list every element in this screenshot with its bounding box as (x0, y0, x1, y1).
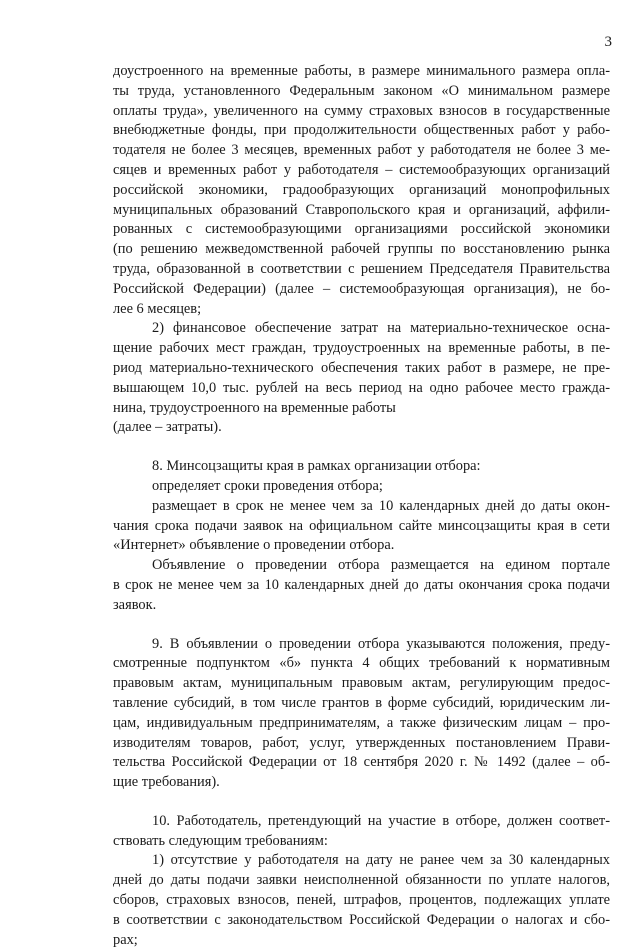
text-line: сяцев и временных работ у работодателя – системообразующих организаций (113, 161, 610, 178)
text-line: щение рабочих мест граждан, трудоустроенных на временные работы, в пе- (113, 340, 610, 357)
paragraph-portal-announcement (113, 556, 610, 615)
text-line: «Интернет» объявление о проведении отбора. (113, 537, 395, 554)
text-line: в срок не менее чем за 10 календарных дней до даты окончания срока подачи (113, 576, 610, 593)
text-line: (по решению межведомственной рабочей группы по восстановлению рынка (113, 241, 610, 258)
text-line: ствовать следующим требованиям: (113, 832, 328, 849)
paragraph-section-10 (113, 812, 610, 852)
paragraph-minimum-wage (113, 62, 610, 319)
text-line: 8. Минсоцзащиты края в рамках организации отбора: (152, 458, 481, 475)
text-line: дней до даты подачи заявки неисполненной обязанности по уплате налогов, (113, 872, 610, 889)
document-body (113, 62, 610, 950)
text-line: определяет сроки проведения отбора; (152, 477, 383, 494)
text-line: размещает в срок не менее чем за 10 календарных дней до даты окон- (152, 497, 610, 514)
text-line: нина, трудоустроенного на временные работы (113, 399, 396, 416)
text-line: заявок. (113, 596, 157, 613)
text-line: 2) финансовое обеспечение затрат на материально-техническое осна- (152, 320, 610, 337)
text-line: щие требования). (113, 774, 220, 791)
text-line: цам, индивидуальным предпринимателям, а также физическим лицам – про- (113, 714, 610, 731)
text-line: тодателя не более 3 месяцев, временных работ у работодателя не более 3 ме- (113, 142, 610, 159)
text-line: лее 6 месяцев; (113, 300, 202, 317)
text-line: (далее – затраты). (113, 419, 222, 436)
paragraph-determines-dates (113, 477, 610, 497)
paragraph-equipment-costs (113, 319, 610, 438)
text-line: 1) отсутствие у работодателя на дату не ранее чем за 30 календарных (152, 852, 610, 869)
text-line: ты труда, установленного Федеральным законом «О минимальном размере (113, 82, 610, 99)
text-line: риод материально-технического обеспечения таких работ в размере, не пре- (113, 359, 610, 376)
text-line: 10. Работодатель, претендующий на участие в отборе, должен соответ- (152, 812, 610, 829)
text-line: правовым актам, муниципальным правовым актам, регулирующим предос- (113, 675, 610, 692)
text-line: чания срока подачи заявок на официальном сайте минсоцзащиты края в сети (113, 517, 610, 534)
text-line: труда, образованной в соответствии с решением Председателя Правительства (113, 260, 610, 277)
text-line: Российской Федерации) (далее – системообразующая организация), не бо- (113, 280, 610, 297)
page-number: 3 (604, 34, 612, 50)
text-line: доустроенного на временные работы, в размере минимального размера опла- (113, 63, 610, 79)
text-line: сборов, страховых взносов, пеней, штрафов, процентов, подлежащих уплате (113, 892, 610, 909)
text-line: смотренные подпунктом «б» пункта 4 общих требований к нормативным (113, 655, 610, 672)
text-line: 9. В объявлении о проведении отбора указываются положения, преду- (152, 635, 610, 652)
text-line: в соответствии с законодательством Российской Федерации о налогах и сбо- (113, 911, 610, 928)
text-line: тельства Российской Федерации от 18 сентября 2020 г. № 1492 (далее – об- (113, 754, 610, 771)
text-line: тавление субсидий, в том числе грантов в форме субсидий, юридическим ли- (113, 694, 610, 711)
text-line: внебюджетные фонды, при продолжительности общественных работ у рабо- (113, 122, 610, 139)
text-line: муниципальных образований Ставропольского края и организаций, аффили- (113, 201, 610, 218)
text-line: изводителям товаров, работ, услуг, утвержденных постановлением Прави- (113, 734, 610, 751)
paragraph-requirement-1 (113, 851, 610, 950)
paragraph-places-announcement (113, 497, 610, 556)
text-line: Объявление о проведении отбора размещается на едином портале (152, 557, 610, 574)
text-line: оплаты труда», увеличенного на сумму страховых взносов в государственные (113, 102, 610, 119)
paragraph-section-9 (113, 635, 610, 793)
text-line: рах; (113, 931, 138, 948)
paragraph-section-8-heading (113, 457, 610, 477)
text-line: вышающем 10,0 тыс. рублей на весь период на одно рабочее место гражда- (113, 379, 610, 396)
text-line: рованных с системообразующими организациями российской экономики (113, 221, 610, 238)
text-line: российской экономики, градообразующих организаций монопрофильных (113, 181, 610, 198)
